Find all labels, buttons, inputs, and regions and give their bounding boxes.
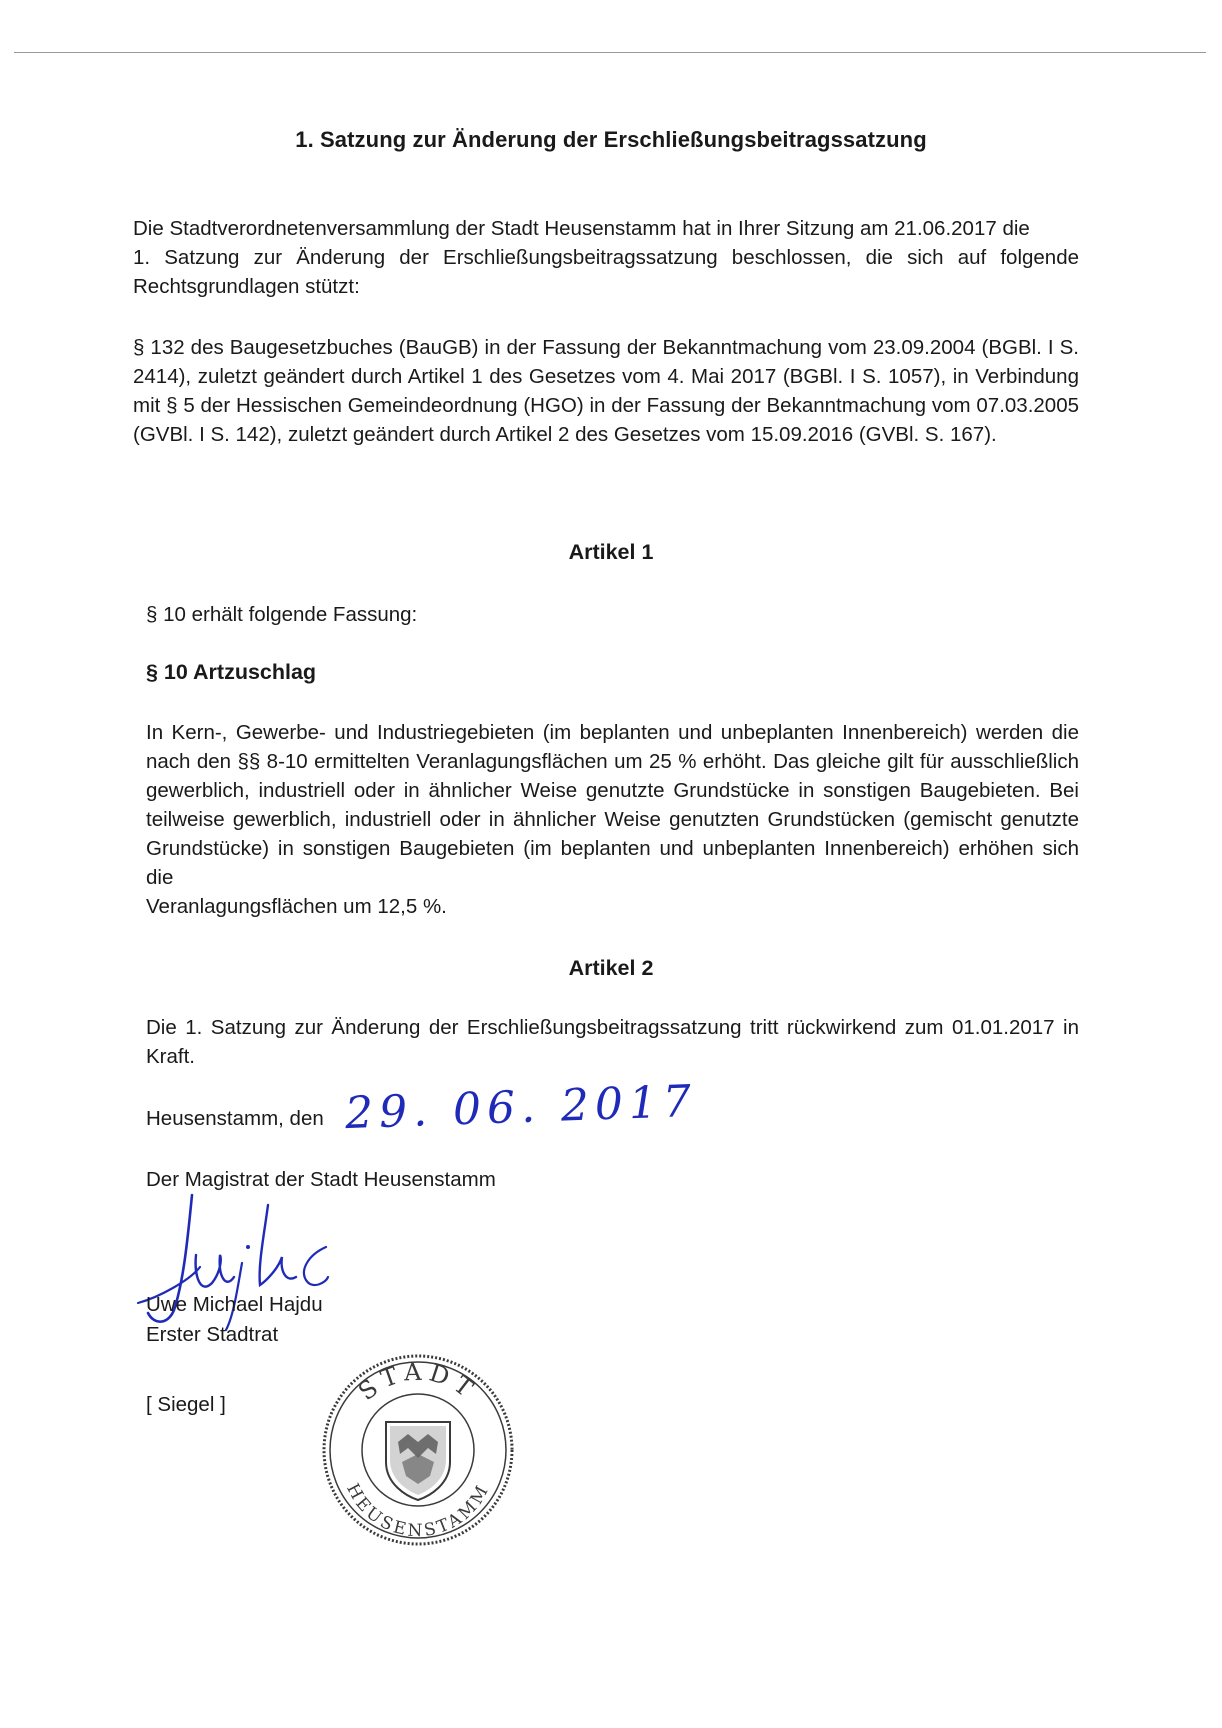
intro-line: Rechtsgrundlagen stützt: [133, 275, 360, 298]
section-10-line: nach den §§ 8-10 ermittelten Veranlagungsflächen um 25 % erhöht. Das gleiche gilt für ausschließlich [146, 750, 1079, 773]
artikel-2-line: Die 1. Satzung zur Änderung der Erschließungsbeitragssatzung tritt rückwirkend zum 01.01.2017 in [146, 1016, 1079, 1039]
document-title: 1. Satzung zur Änderung der Erschließungsbeitragssatzung [295, 127, 927, 152]
section-10-line: gewerblich, industriell oder in ähnlicher Weise genutzte Grundstücke in sonstigen Baugebieten. Bei [146, 779, 1079, 802]
seal-top-text: STADT [353, 1357, 483, 1407]
section-10-paragraph [146, 718, 1079, 921]
intro-line: Die Stadtverordnetenversammlung der Stadt Heusenstamm hat in Ihrer Sitzung am 21.06.2017 die [133, 217, 1030, 240]
artikel-2-line: Kraft. [146, 1045, 195, 1068]
section-10-line: teilweise gewerblich, industriell oder in ähnlicher Weise genutzten Grundstücken (gemischt genutzte [146, 808, 1079, 831]
signatory-title: Erster Stadtrat [146, 1323, 279, 1346]
place-date-label: Heusenstamm, den [146, 1107, 324, 1130]
artikel-1-intro: § 10 erhält folgende Fassung: [146, 603, 418, 626]
legal-basis-paragraph [133, 333, 1079, 449]
handwritten-date: 29. 06. 2017 [344, 1075, 698, 1140]
artikel-2-heading: Artikel 2 [568, 956, 654, 980]
section-10-title: § 10 Artzuschlag [146, 660, 317, 684]
svg-text:STADT [353, 1358, 483, 1406]
seal-bottom-text: HEUSENSTAMM [342, 1480, 494, 1542]
authority-line: Der Magistrat der Stadt Heusenstamm [146, 1168, 496, 1191]
signatory-name: Uwe Michael Hajdu [146, 1293, 323, 1316]
section-10-line: In Kern-, Gewerbe- und Industriegebieten (im beplanten und unbeplanten Innenbereich) werden die [146, 721, 1079, 744]
intro-line: 1. Satzung zur Änderung der Erschließungsbeitragssatzung beschlossen, die sich auf folgende [133, 246, 1079, 269]
legal-basis-line: § 132 des Baugesetzbuches (BauGB) in der Fassung der Bekanntmachung vom 23.09.2004 (BGBl. I S. [133, 336, 1079, 359]
section-10-line: Grundstücke) in sonstigen Baugebieten (im beplanten und unbeplanten Innenbereich) erhöhen sich die [146, 837, 1079, 889]
legal-basis-line: mit § 5 der Hessischen Gemeindeordnung (HGO) in der Fassung der Bekanntmachung vom 07.03.2005 [133, 394, 1079, 417]
intro-paragraph [133, 214, 1079, 301]
top-rule [14, 52, 1206, 53]
artikel-1-heading: Artikel 1 [568, 540, 654, 564]
official-seal [318, 1350, 518, 1555]
legal-basis-line: 2414), zuletzt geändert durch Artikel 1 des Gesetzes vom 4. Mai 2017 (BGBl. I S. 1057), in Verbindung [133, 365, 1079, 388]
legal-basis-line: (GVBl. I S. 142), zuletzt geändert durch Artikel 2 des Gesetzes vom 15.09.2016 (GVBl. S. 167). [133, 423, 997, 446]
seal-placeholder-label: [ Siegel ] [146, 1393, 226, 1416]
section-10-line: Veranlagungsflächen um 12,5 %. [146, 895, 447, 918]
artikel-2-paragraph [146, 1013, 1079, 1071]
